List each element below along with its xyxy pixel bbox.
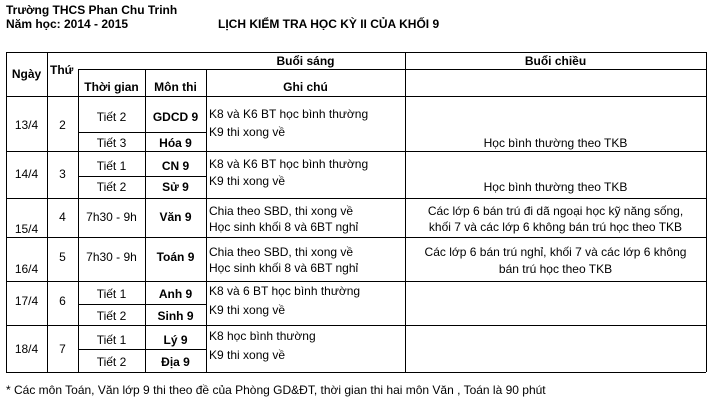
row-weekday: 3 <box>59 167 66 181</box>
row-note: Học sinh khối 8 và 6BT nghỉ <box>209 261 359 275</box>
row-note: K8 học bình thường <box>209 329 316 343</box>
row-weekday: 2 <box>59 118 66 132</box>
header-afternoon: Buổi chiều <box>524 54 587 68</box>
header-day: Ngày <box>11 67 42 81</box>
slot-time: Tiết 2 <box>96 180 127 194</box>
row-date: 13/4 <box>14 118 39 132</box>
row-afternoon: khối 7 và các lớp 6 không bán trú học theo TKB <box>428 220 683 234</box>
row-note: K9 thi xong về <box>209 303 286 317</box>
slot-time: 7h30 - 9h <box>86 210 137 224</box>
page-title: LỊCH KIỂM TRA HỌC KỲ II CỦA KHỐI 9 <box>218 17 440 31</box>
row-afternoon: bán trú học theo TKB <box>498 262 613 276</box>
row-weekday: 7 <box>59 342 66 356</box>
school-name: Trường THCS Phan Chu Trinh <box>6 3 178 17</box>
row-note: Chia theo SBD, thi xong về <box>209 204 354 218</box>
header-time: Thời gian <box>84 80 139 94</box>
footnote: * Các môn Toán, Văn lớp 9 thi theo đề của Phòng GD&ĐT, thời gian thi hai môn Văn , Toán là 90 phút <box>6 383 546 397</box>
row-date: 16/4 <box>14 262 39 276</box>
slot-subject: Lý 9 <box>163 333 188 347</box>
slot-time: Tiết 3 <box>96 136 127 150</box>
school-year: Năm học: 2014 - 2015 <box>6 17 129 31</box>
header-note: Ghi chú <box>283 80 328 94</box>
row-note: K8 và 6 BT học bình thường <box>209 284 361 298</box>
row-date: 14/4 <box>14 167 39 181</box>
header-week: Thứ <box>50 63 74 77</box>
slot-time: Tiết 2 <box>96 110 127 124</box>
header-subject: Môn thi <box>154 80 197 94</box>
row-afternoon: Học bình thường theo TKB <box>483 136 628 150</box>
row-weekday: 5 <box>59 250 66 264</box>
slot-subject: GDCD 9 <box>152 110 199 124</box>
slot-time: Tiết 2 <box>96 309 127 323</box>
slot-time: 7h30 - 9h <box>86 250 137 264</box>
row-afternoon: Học bình thường theo TKB <box>483 180 628 194</box>
header-morning: Buổi sáng <box>276 54 335 68</box>
slot-time: Tiết 2 <box>96 355 127 369</box>
row-weekday: 6 <box>59 294 66 308</box>
slot-time: Tiết 1 <box>96 159 127 173</box>
slot-time: Tiết 1 <box>96 333 127 347</box>
slot-subject: Sinh 9 <box>157 309 194 323</box>
row-note: K8 và K6 BT học bình thường <box>209 157 369 171</box>
row-afternoon: Các lớp 6 bán trú nghỉ, khối 7 và các lớp 6 không <box>424 245 687 259</box>
slot-subject: Anh 9 <box>158 287 193 301</box>
row-date: 17/4 <box>14 294 39 308</box>
slot-subject: Địa 9 <box>161 355 190 369</box>
slot-subject: Toán 9 <box>156 250 195 264</box>
slot-subject: Hóa 9 <box>159 136 192 150</box>
row-note: K9 thi xong về <box>209 125 286 139</box>
slot-subject: CN 9 <box>161 159 190 173</box>
row-afternoon: Các lớp 6 bán trú đi dã ngoại học kỹ năng sống, <box>427 204 684 218</box>
row-note: K8 và K6 BT học bình thường <box>209 107 369 121</box>
slot-subject: Sử 9 <box>162 180 189 194</box>
slot-time: Tiết 1 <box>96 287 127 301</box>
row-note: Học sinh khối 8 và 6BT nghỉ <box>209 220 359 234</box>
row-date: 15/4 <box>14 222 39 236</box>
row-date: 18/4 <box>14 342 39 356</box>
slot-subject: Văn 9 <box>159 210 192 224</box>
row-note: Chia theo SBD, thi xong về <box>209 245 354 259</box>
row-note: K9 thi xong về <box>209 174 286 188</box>
row-note: K9 thi xong về <box>209 348 286 362</box>
row-weekday: 4 <box>59 210 66 224</box>
